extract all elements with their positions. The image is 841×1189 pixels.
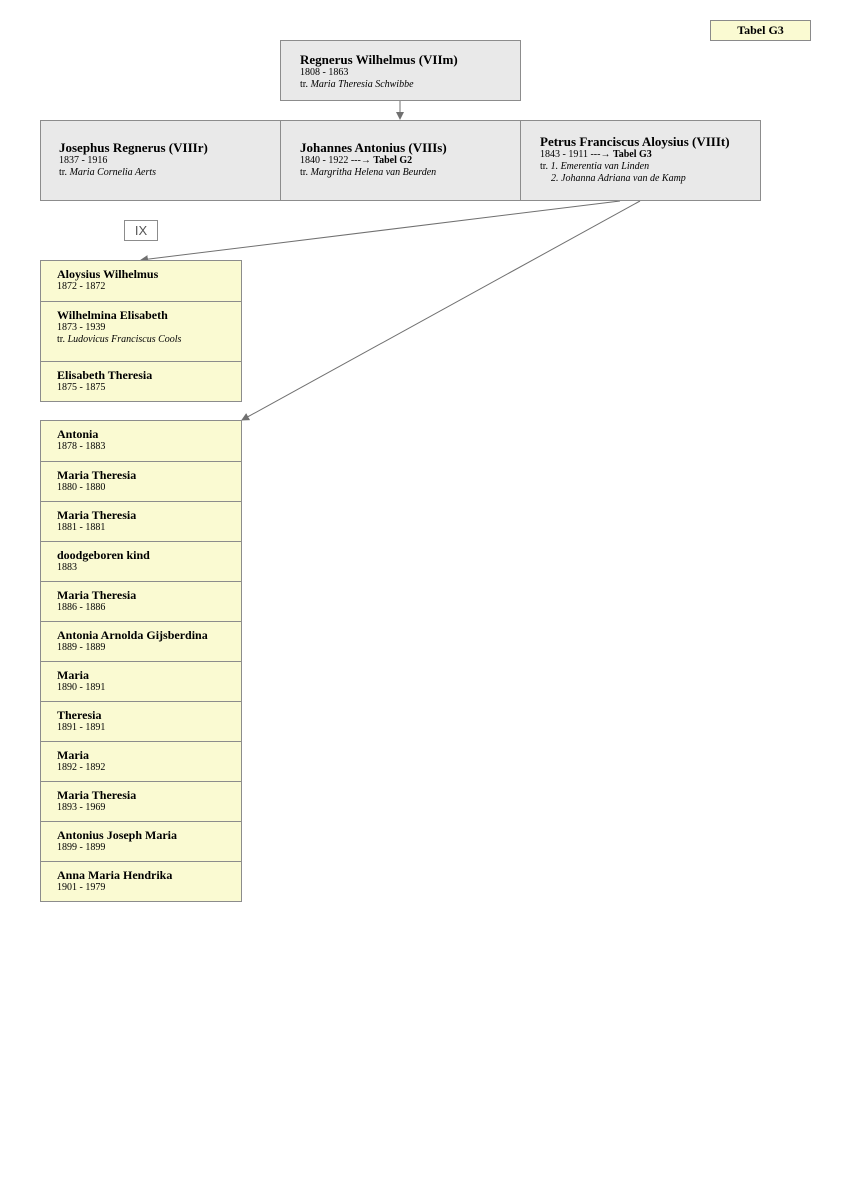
child-box-josephus: [40, 120, 281, 201]
child-name: Maria Theresia: [57, 788, 137, 802]
child-years: 1880 - 1880: [57, 482, 106, 493]
child-years: 1893 - 1969: [57, 802, 106, 813]
spouse-prefix: tr.: [300, 79, 311, 90]
person-years-line: [540, 149, 761, 161]
child-name: Aloysius Wilhelmus: [57, 267, 159, 281]
table-ref-link[interactable]: Tabel G2: [373, 155, 413, 166]
child-box-johannes: [280, 120, 521, 201]
spouse2-name: 2. Johanna Adriana van de Kamp: [551, 173, 686, 184]
child-years: 1875 - 1875: [57, 382, 106, 393]
person-name: Petrus Franciscus Aloysius (VIIIt): [540, 134, 730, 149]
spouse-name: Maria Cornelia Aerts: [69, 167, 157, 178]
person-years-line: [300, 155, 521, 167]
list-item: [41, 541, 241, 581]
list-item: [41, 501, 241, 541]
list-item: [41, 581, 241, 621]
child-years: 1873 - 1939: [57, 322, 106, 333]
child-years: 1890 - 1891: [57, 682, 106, 693]
child-name: Maria Theresia: [57, 508, 137, 522]
child-name: Maria: [57, 748, 89, 762]
spouse-name: 1. Emerentia van Linden: [550, 161, 650, 172]
child-name: Maria: [57, 668, 89, 682]
list-item: [41, 781, 241, 821]
root-person-box: [280, 40, 521, 101]
spouse-name: Margritha Helena van Beurden: [310, 167, 437, 178]
child-name: Wilhelmina Elisabeth: [57, 308, 168, 322]
list-item: [41, 661, 241, 701]
list-item: [41, 421, 241, 461]
person-years: 1837 - 1916: [59, 155, 108, 166]
list-item: [41, 741, 241, 781]
child-years: 1872 - 1872: [57, 281, 106, 292]
child-name: Maria Theresia: [57, 588, 137, 602]
list-item: [41, 701, 241, 741]
list-item: [41, 621, 241, 661]
spouse-name: Ludovicus Franciscus Cools: [67, 334, 182, 345]
list-item: [41, 461, 241, 501]
person-years: 1843 - 1911 ---→: [540, 149, 613, 160]
person-spouse-line: [300, 167, 521, 179]
person-name: Josephus Regnerus (VIIIr): [59, 140, 208, 155]
person-years: 1840 - 1922 ---→: [300, 155, 374, 166]
spouse-prefix: tr.: [540, 161, 551, 172]
table-ref-link[interactable]: Tabel G3: [612, 149, 652, 160]
list-item: [41, 301, 241, 361]
child-name: Elisabeth Theresia: [57, 368, 153, 382]
person-spouse2-line: [540, 173, 761, 185]
list-item: [41, 361, 241, 401]
child-name: Antonia Arnolda Gijsberdina: [57, 628, 208, 642]
table-tag: Tabel G3: [710, 20, 811, 41]
person-years: 1808 - 1863: [300, 67, 349, 78]
child-name: Antonius Joseph Maria: [57, 828, 178, 842]
petrus-to-group2-connector: [242, 201, 640, 420]
grandchildren-group-2: [40, 420, 242, 902]
child-name: doodgeboren kind: [57, 548, 150, 562]
spouse-prefix: tr.: [59, 167, 70, 178]
child-spouse-line: [57, 334, 241, 346]
child-years: 1892 - 1892: [57, 762, 106, 773]
spouse-name: Maria Theresia Schwibbe: [310, 79, 414, 90]
child-name: Antonia: [57, 427, 99, 441]
child-years: 1899 - 1899: [57, 842, 106, 853]
person-spouse-line: [540, 161, 761, 173]
child-years: 1881 - 1881: [57, 522, 106, 533]
child-years: 1891 - 1891: [57, 722, 106, 733]
child-years: 1883: [57, 562, 77, 573]
person-spouse-line: [59, 167, 281, 179]
child-name: Theresia: [57, 708, 102, 722]
child-years: 1878 - 1883: [57, 441, 106, 452]
list-item: [41, 261, 241, 301]
generation-label: IX: [124, 220, 158, 241]
grandchildren-group-1: [40, 260, 242, 402]
child-name: Anna Maria Hendrika: [57, 868, 173, 882]
person-spouse-line: [300, 79, 520, 91]
child-years: 1886 - 1886: [57, 602, 106, 613]
spouse-prefix: tr.: [300, 167, 311, 178]
list-item: [41, 821, 241, 861]
person-name: Regnerus Wilhelmus (VIIm): [300, 52, 458, 67]
child-years: 1889 - 1889: [57, 642, 106, 653]
person-name: Johannes Antonius (VIIIs): [300, 140, 447, 155]
spouse-prefix: tr.: [57, 334, 68, 345]
child-box-petrus: [520, 120, 761, 201]
child-years: 1901 - 1979: [57, 882, 106, 893]
child-name: Maria Theresia: [57, 468, 137, 482]
list-item: [41, 861, 241, 901]
